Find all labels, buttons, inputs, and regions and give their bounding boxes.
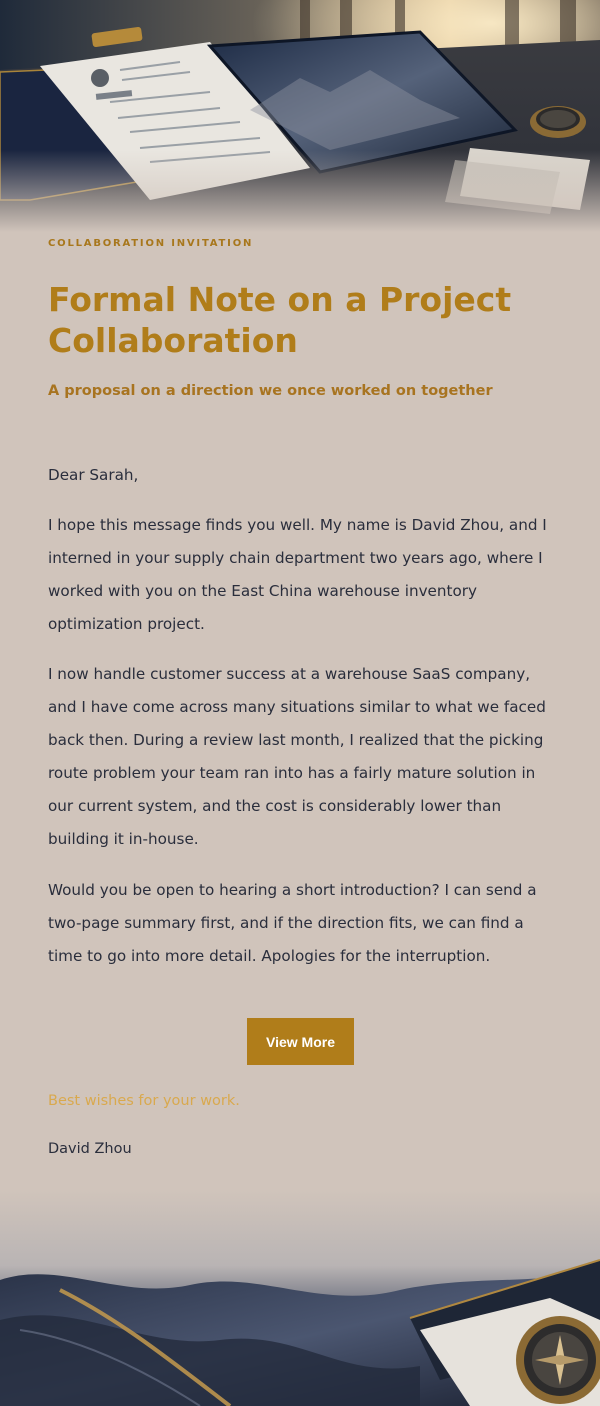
eyebrow-label: COLLABORATION INVITATION — [48, 238, 254, 249]
signature: David Zhou — [48, 1141, 132, 1157]
greeting: Dear Sarah, — [48, 466, 139, 484]
closing-line: Best wishes for your work. — [48, 1093, 240, 1109]
footer-image — [0, 1190, 600, 1406]
paragraph-3: Would you be open to hearing a short introduction? I can send a two-page summary first, and if the direction fits, we can find a time to go into more detail. Apologies for the interruption. — [48, 881, 537, 965]
subtitle: A proposal on a direction we once worked on together — [48, 383, 493, 399]
view-more-button[interactable]: View More — [247, 1018, 354, 1065]
paragraph-2: I now handle customer success at a warehouse SaaS company, and I have come across many situations similar to what we faced back then. During a review last month, I realized that the picking route problem your team ran into has a fairly mature solution in our current system, and the cost is considerably lower than building it in-house. — [48, 665, 546, 848]
page-title: Formal Note on a Project Collaboration — [48, 280, 512, 360]
hero-image — [0, 0, 600, 232]
paragraph-1: I hope this message finds you well. My name is David Zhou, and I interned in your supply chain department two years ago, where I worked with you on the East China warehouse inventory optimization project. — [48, 516, 547, 633]
